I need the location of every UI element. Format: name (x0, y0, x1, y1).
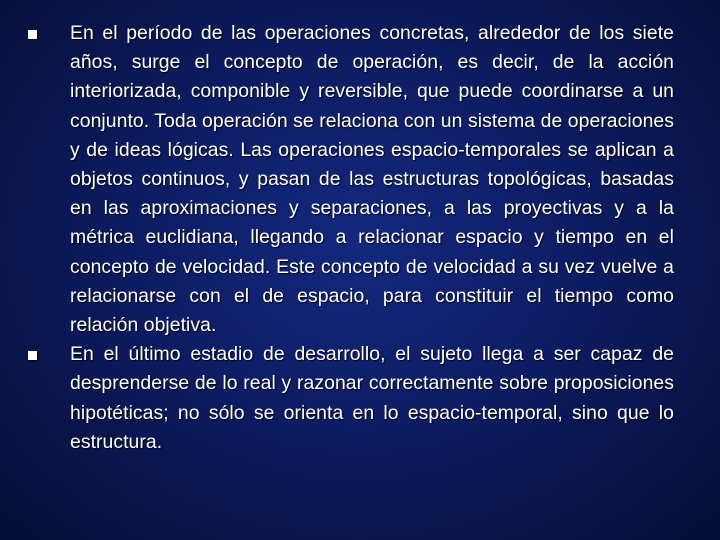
square-bullet-icon (28, 351, 37, 360)
square-bullet-icon (28, 30, 37, 39)
bullet-text: En el período de las operaciones concretas, alrededor de los siete años, surge el concepto de operación, es decir, de la acción interiorizada, componible y reversible, que puede coordinarse a un conjunto. Toda operación se relaciona con un sistema de operaciones y de ideas lógicas. Las operaciones espacio-temporales se aplican a objetos continuos, y pasan de las estructuras topológicas, basadas en las aproximaciones y separaciones, a las proyectivas y a la métrica euclidiana, llegando a relacionar espacio y tiempo en el concepto de velocidad. Este concepto de velocidad a su vez vuelve a relacionarse con el de espacio, para constituir el tiempo como relación objetiva. (70, 22, 674, 337)
bullet-list (28, 19, 674, 457)
bullet-item-concrete-operations (28, 19, 674, 340)
bullet-item-last-stage (28, 340, 674, 457)
bullet-text: En el último estadio de desarrollo, el sujeto llega a ser capaz de desprenderse de lo real y razonar correctamente sobre proposiciones hipotéticas; no sólo se orienta en lo espacio-temporal, sino que lo estructura. (70, 343, 674, 453)
